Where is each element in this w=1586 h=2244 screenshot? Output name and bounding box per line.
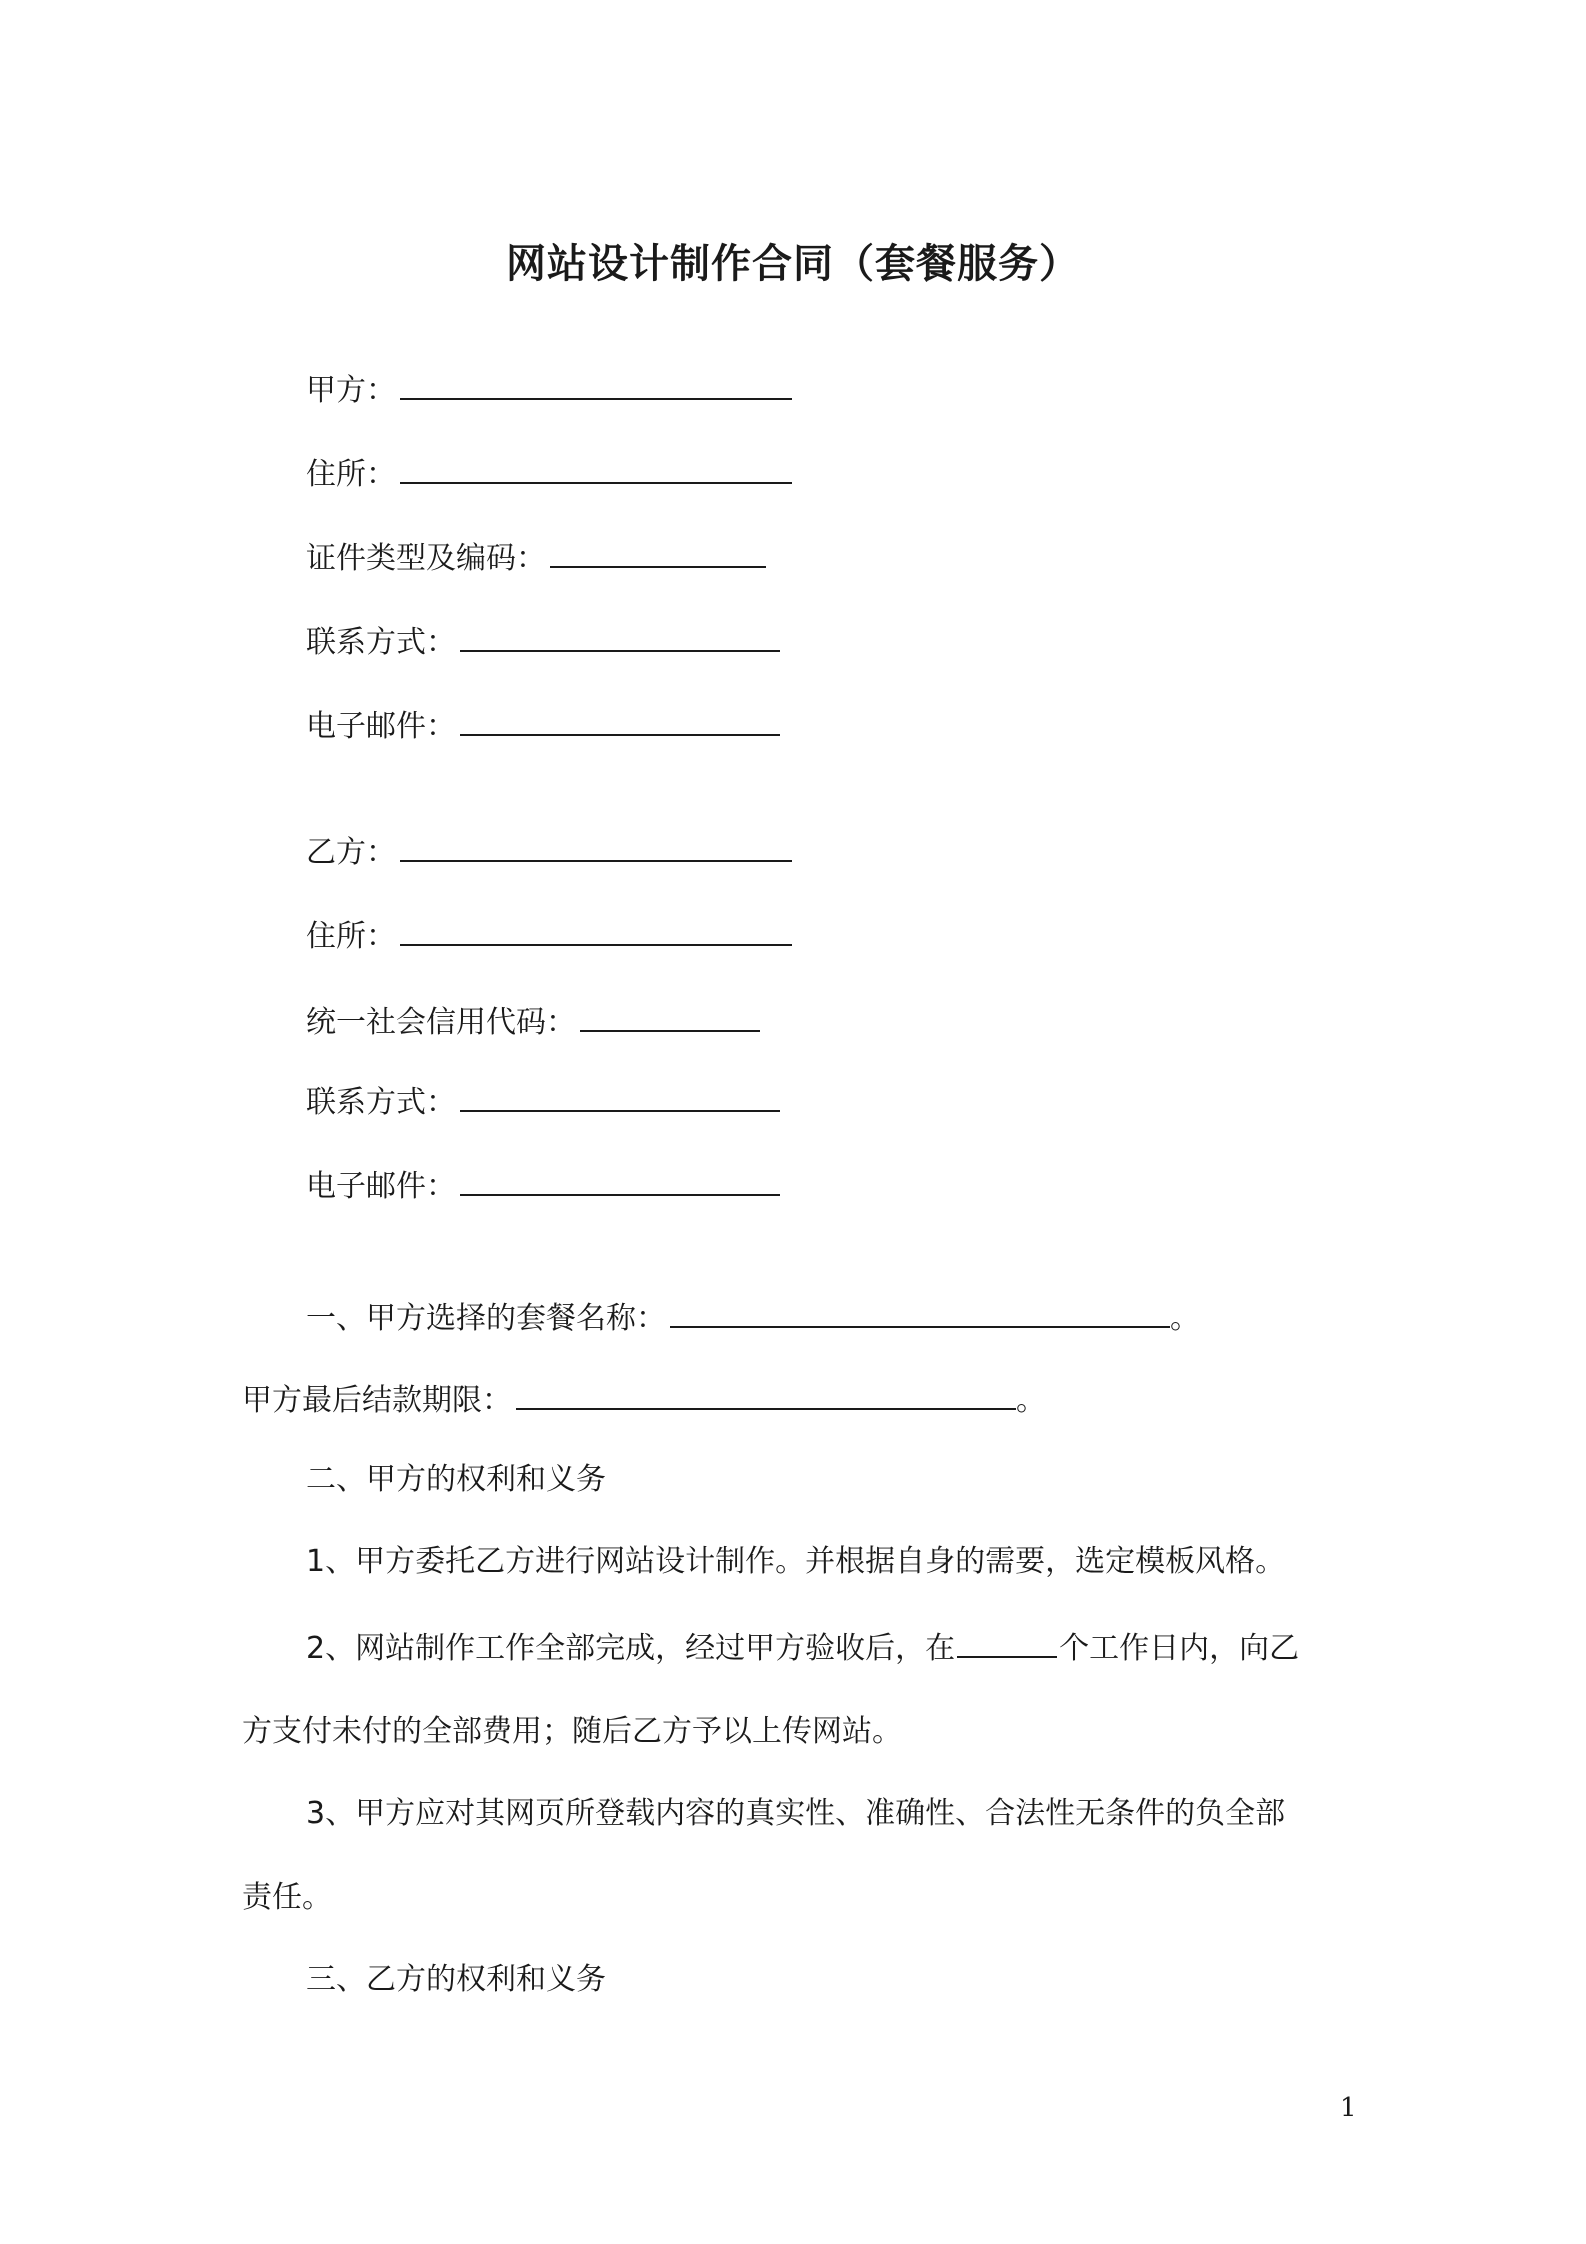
party-a-name-blank[interactable]	[400, 368, 792, 400]
party-a-contact-label: 联系方式：	[306, 625, 456, 660]
clause-2-3-line2: 责任。	[242, 1880, 332, 1915]
party-a-contact-blank[interactable]	[460, 620, 780, 652]
party-a-name-row	[306, 368, 792, 413]
final-payment-row	[242, 1378, 1046, 1423]
section-3-heading: 三、乙方的权利和义务	[306, 1962, 606, 1997]
party-a-address-blank[interactable]	[400, 452, 792, 484]
party-b-address-blank[interactable]	[400, 914, 792, 946]
party-b-address-row	[306, 914, 792, 959]
clause-2-2-line2: 方支付未付的全部费用；随后乙方予以上传网站。	[242, 1714, 902, 1749]
party-a-email-row	[306, 704, 780, 749]
party-b-email-row	[306, 1164, 780, 1209]
document-title: 网站设计制作合同（套餐服务）	[506, 241, 1080, 287]
party-a-email-label: 电子邮件：	[306, 709, 456, 744]
working-days-blank[interactable]	[957, 1626, 1057, 1658]
period-mark: 。	[1170, 1301, 1200, 1336]
party-b-contact-row	[306, 1080, 780, 1125]
final-payment-blank[interactable]	[516, 1378, 1016, 1410]
party-a-name-label: 甲方：	[306, 373, 396, 408]
party-b-name-label: 乙方：	[306, 835, 396, 870]
party-a-id-row	[306, 536, 766, 581]
party-b-credit-code-label: 统一社会信用代码：	[306, 1005, 576, 1040]
party-b-credit-code-row	[306, 1000, 760, 1045]
package-name-blank[interactable]	[670, 1296, 1170, 1328]
clause-2-2-line1	[306, 1626, 1299, 1671]
final-payment-label: 甲方最后结款期限：	[242, 1383, 512, 1418]
party-b-name-blank[interactable]	[400, 830, 792, 862]
page-number: 1	[1340, 2093, 1357, 2123]
clause-2-2-part1: 2、网站制作工作全部完成，经过甲方验收后，在	[306, 1631, 956, 1666]
party-b-contact-label: 联系方式：	[306, 1085, 456, 1120]
party-b-name-row	[306, 830, 792, 875]
party-b-contact-blank[interactable]	[460, 1080, 780, 1112]
period-mark: 。	[1016, 1383, 1046, 1418]
party-a-address-label: 住所：	[306, 457, 396, 492]
party-b-email-blank[interactable]	[460, 1164, 780, 1196]
clause-2-3-line1: 3、甲方应对其网页所登载内容的真实性、准确性、合法性无条件的负全部	[306, 1796, 1286, 1831]
package-name-row	[306, 1296, 1200, 1341]
party-b-address-label: 住所：	[306, 919, 396, 954]
party-a-id-label: 证件类型及编码：	[306, 541, 546, 576]
party-b-credit-code-blank[interactable]	[580, 1000, 760, 1032]
party-b-email-label: 电子邮件：	[306, 1169, 456, 1204]
party-a-address-row	[306, 452, 792, 497]
clause-2-1: 1、甲方委托乙方进行网站设计制作。并根据自身的需要，选定模板风格。	[306, 1544, 1286, 1579]
clause-2-2-part2: 个工作日内，向乙	[1059, 1631, 1300, 1666]
package-name-label: 一、甲方选择的套餐名称：	[306, 1301, 666, 1336]
party-a-contact-row	[306, 620, 780, 665]
party-a-email-blank[interactable]	[460, 704, 780, 736]
section-2-heading: 二、甲方的权利和义务	[306, 1462, 606, 1497]
party-a-id-blank[interactable]	[550, 536, 766, 568]
